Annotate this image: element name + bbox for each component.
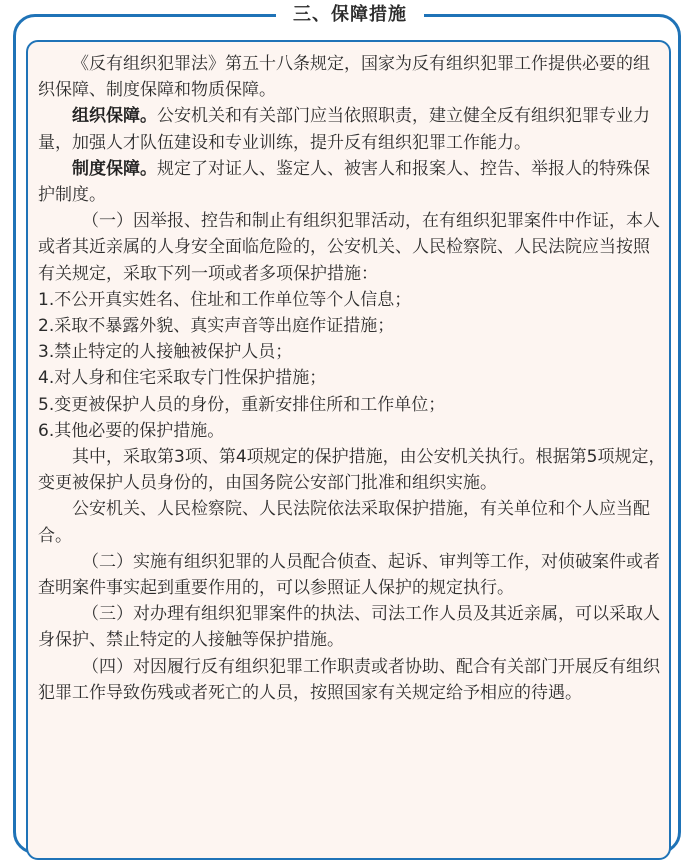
cooperation-paragraph: 公安机关、人民检察院、人民法院依法采取保护措施，有关单位和个人应当配合。: [38, 499, 650, 546]
article-body: [38, 51, 666, 706]
system-guarantee-paragraph: [38, 156, 666, 208]
intro-paragraph: 《反有组织犯罪法》第五十八条规定，国家为反有组织犯罪工作提供必要的组织保障、制度保障和物质保障。: [38, 54, 650, 101]
item-four-paragraph: （四）对因履行反有组织犯罪工作职责或者协助、配合有关部门开展反有组织犯罪工作导致伤残或者死亡的人员，按照国家有关规定给予相应的待遇。: [38, 656, 660, 703]
measure-item: 5.变更被保护人员的身份，重新安排住所和工作单位；: [38, 394, 446, 415]
org-guarantee-paragraph: [38, 103, 666, 155]
measure-item: 3.禁止特定的人接触被保护人员；: [38, 342, 293, 363]
measure-item: 6.其他必要的保护措施。: [38, 420, 225, 441]
system-guarantee-text: 规定了对证人、鉴定人、被害人和报案人、控告、举报人的特殊保护制度。: [38, 158, 650, 206]
measure-item: 2.采取不暴露外貌、真实声音等出庭作证措施；: [38, 316, 395, 337]
org-guarantee-label: 组织保障。: [72, 106, 157, 127]
item-two-paragraph: （二）实施有组织犯罪的人员配合侦查、起诉、审判等工作，对侦破案件或者查明案件事实起到重要作用的，可以参照证人保护的规定执行。: [38, 551, 660, 599]
execution-paragraph: 其中，采取第3项、第4项规定的保护措施，由公安机关执行。根据第5项规定，变更被保护人员身份的，由国务院公安部门批准和组织实施。: [38, 447, 666, 494]
measure-item: 4.对人身和住宅采取专门性保护措施；: [38, 368, 327, 389]
section-title: 三、保障措施: [276, 0, 424, 30]
measure-item: 1.不公开真实姓名、住址和工作单位等个人信息；: [38, 289, 412, 310]
item-three-paragraph: （三）对办理有组织犯罪案件的执法、司法工作人员及其近亲属，可以采取人身保护、禁止特定的人接触等保护措施。: [38, 604, 660, 651]
system-guarantee-label: 制度保障。: [72, 158, 157, 179]
org-guarantee-text: 公安机关和有关部门应当依照职责，建立健全反有组织犯罪专业力量，加强人才队伍建设和专业训练，提升反有组织犯罪工作能力。: [38, 106, 650, 153]
item-one-paragraph: （一）因举报、控告和制止有组织犯罪活动，在有组织犯罪案件中作证，本人或者其近亲属的人身安全面临危险的，公安机关、人民检察院、人民法院应当按照有关规定，采取下列一项或者多项保护措施：: [38, 211, 660, 284]
